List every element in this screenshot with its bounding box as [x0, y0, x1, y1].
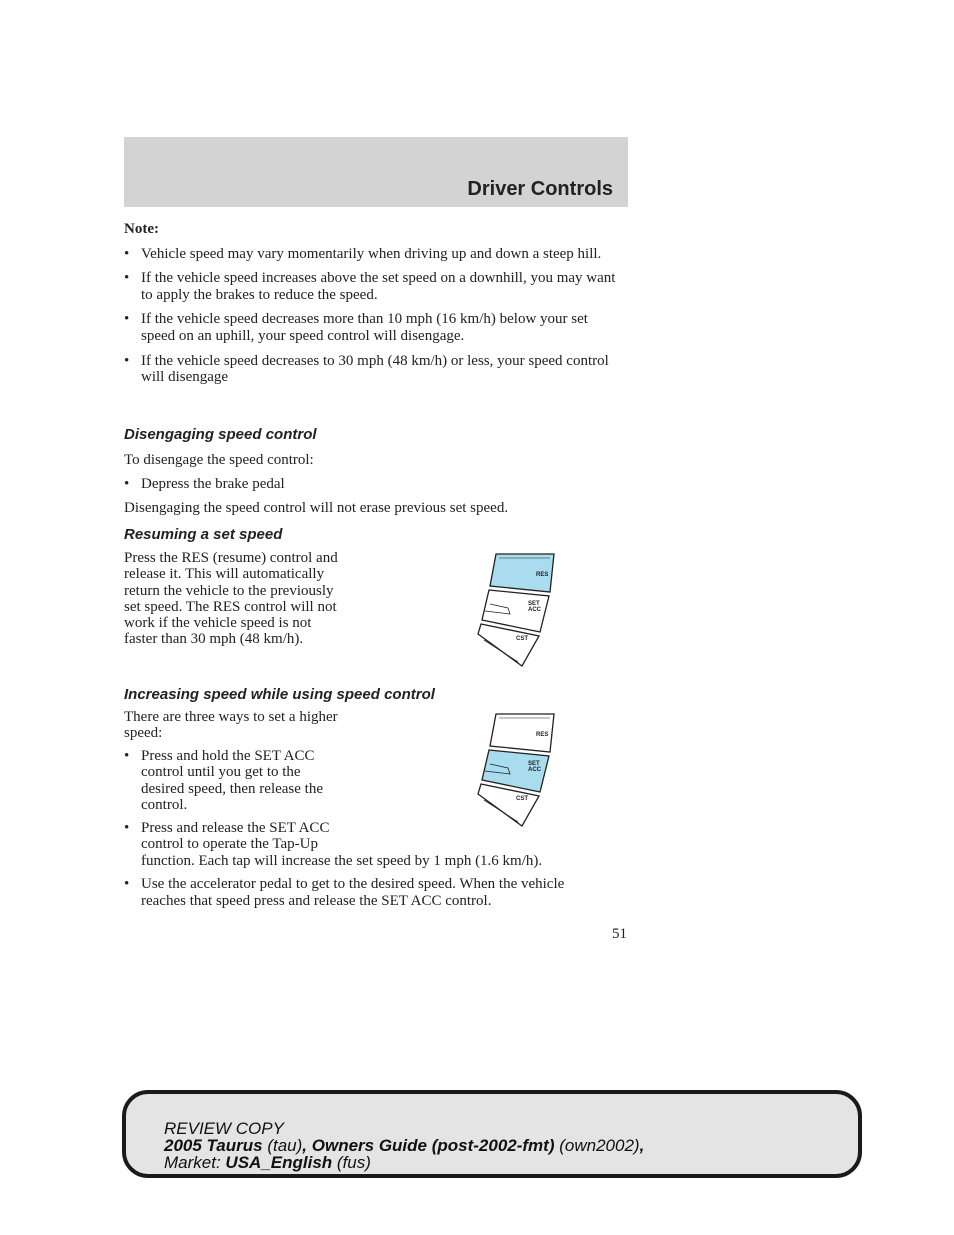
list-item: • Press and hold the SET ACC control until you get to the desired speed, then release the control.	[124, 748, 323, 814]
header-bar	[124, 137, 628, 207]
page-number: 51	[612, 926, 627, 942]
acc-label: ACC	[528, 767, 541, 773]
speed-control-setacc-figure	[470, 708, 562, 832]
speed-control-res-figure	[470, 548, 562, 672]
list-item: • If the vehicle speed increases above the set speed on a downhill, you may want to apply the brakes to reduce the speed.	[124, 270, 616, 303]
cst-label: CST	[516, 796, 528, 802]
disengaging-outro: Disengaging the speed control will not erase previous set speed.	[124, 500, 509, 516]
disengaging-heading: Disengaging speed control	[124, 426, 317, 443]
list-item: • Use the accelerator pedal to get to the desired speed. When the vehicle reaches that speed press and release the SET ACC control.	[124, 876, 565, 909]
acc-label: ACC	[528, 607, 541, 613]
list-item: • Vehicle speed may vary momentarily when driving up and down a steep hill.	[124, 245, 602, 262]
set-label: SET	[528, 761, 540, 767]
disengaging-intro: To disengage the speed control:	[124, 452, 314, 468]
cst-label: CST	[516, 636, 528, 642]
res-label: RES	[536, 732, 549, 738]
increasing-heading: Increasing speed while using speed control	[124, 686, 435, 703]
list-item: • If the vehicle speed decreases to 30 mph (48 km/h) or less, your speed control will disengage	[124, 352, 609, 386]
page-title: Driver Controls	[467, 178, 613, 200]
note-section	[124, 221, 619, 394]
note-list	[124, 246, 619, 386]
increasing-intro: There are three ways to set a higher speed:	[124, 709, 338, 742]
footer-text: REVIEW COPY 2005 Taurus (tau), Owners Guide (post-2002-fmt) (own2002), Market: USA_English (fus)	[164, 1119, 645, 1172]
res-label: RES	[536, 572, 549, 578]
set-label: SET	[528, 601, 540, 607]
resuming-paragraph: Press the RES (resume) control and release it. This will automatically return the vehicle to the previously set speed. The RES control will not work if the vehicle speed is not faster than 30 mph (48 km/h).	[124, 550, 338, 648]
list-item: • If the vehicle speed decreases more than 10 mph (16 km/h) below your set speed on an uphill, your speed control will disengage.	[124, 311, 588, 344]
resuming-heading: Resuming a set speed	[124, 526, 283, 543]
review-copy-label: REVIEW COPY	[164, 1119, 284, 1138]
list-item: • Depress the brake pedal	[124, 476, 285, 492]
review-copy-footer	[122, 1090, 862, 1178]
note-label: Note:	[124, 221, 159, 237]
list-item: • Press and release the SET ACC control to operate the Tap-Up function. Each tap will increase the set speed by 1 mph (1.6 km/h).	[124, 820, 543, 869]
